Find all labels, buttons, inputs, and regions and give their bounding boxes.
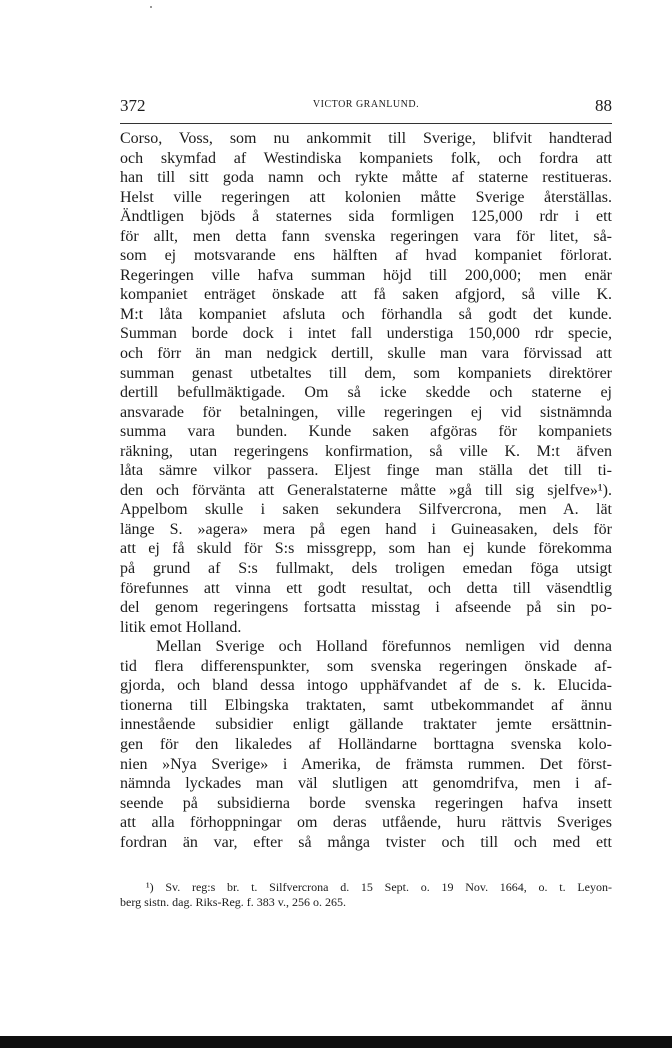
text-line: att ej få skuld för S:s missgrepp, som han ej kunde förekomma: [120, 540, 612, 558]
text-line: gjorda, och bland dessa intogo upphäfvandet af de s. k. Elucida-: [120, 677, 612, 695]
text-line: den och förvänta att Generalstaterne måtte »gå till sig sjelfve»¹).: [120, 481, 612, 499]
text-line: Ändtligen bjöds å staternes sida formligen 125,000 rdr i ett: [120, 208, 612, 226]
text-line: nämnda lyckades man väl slutligen att genomdrifva, men i af-: [120, 775, 612, 793]
running-head: VICTOR GRANLUND.: [312, 99, 420, 110]
text-line: och förr än man nedgick dertill, skulle man vara förvissad att: [120, 345, 612, 363]
text-line: för allt, men detta fann svenska regeringen vara för litet, så-: [120, 227, 612, 245]
page-number-left: 372: [120, 96, 146, 115]
text-line: länge S. »agera» mera på egen hand i Guineasaken, dels för: [120, 520, 612, 538]
text-line: summan genast utbetaltes till dem, som kompaniets direktörer: [120, 364, 612, 382]
text-line: på grund af S:s fullmakt, dels troligen emedan föga utsigt: [120, 560, 612, 578]
text-line: förefunnes att vinna ett godt resultat, och detta till väsendtlig: [120, 579, 612, 597]
footnote-line: berg sistn. dag. Riks-Reg. f. 383 v., 256 o. 265.: [120, 895, 346, 909]
text-line: summa vara bunden. Kunde saken afgöras för kompaniets: [120, 423, 612, 441]
text-line: dertill befullmäktigade. Om så icke skedde och staterne ej: [120, 384, 612, 402]
text-line: Regeringen ville hafva summan höjd till 200,000; men enär: [120, 266, 612, 284]
text-line: låta sämre vilkor passera. Eljest finge man ställa det till ti-: [120, 462, 612, 480]
text-line: tionerna till Elbingska traktaten, samt utbekommandet af ännu: [120, 696, 612, 714]
text-line: och skymfad af Westindiska kompaniets folk, och fordra att: [120, 149, 612, 167]
page-header: [120, 96, 612, 116]
body-text: [120, 129, 612, 852]
footnote: [120, 880, 612, 910]
text-line: Summan borde dock i intet fall understiga 150,000 rdr specie,: [120, 325, 612, 343]
text-line: att alla förhoppningar om deras utfående, huru rättvis Sveriges: [120, 814, 612, 832]
header-rule: [120, 123, 612, 124]
text-line: Corso, Voss, som nu ankommit till Sverige, blifvit handterad: [120, 130, 612, 147]
page-number-right: 88: [595, 96, 612, 115]
text-line: kompaniet enträget önskade att få saken afgjord, så ville K.: [120, 286, 612, 304]
scan-edge-band: [0, 1036, 672, 1048]
text-line: nien »Nya Sverige» i Amerika, de främsta rummen. Det först-: [120, 755, 612, 773]
text-line: tid flera differenspunkter, som svenska regeringen önskade af-: [120, 657, 612, 675]
footnote-separator: [120, 876, 612, 877]
text-line: M:t låta kompaniet afsluta och förhandla så godt det kunde.: [120, 305, 612, 323]
text-line: som ej motsvarande ens hälften af hvad kompaniet förlorat.: [120, 247, 612, 265]
text-line: litik emot Holland.: [120, 618, 242, 636]
text-line: seende på subsidierna borde svenska regeringen hafva insett: [120, 794, 612, 812]
text-line: fordran än var, efter så många tvister och till och med ett: [120, 833, 612, 851]
text-line: Helst ville regeringen att kolonien måtte Sverige återställas.: [120, 188, 612, 206]
text-line: del genom regeringens fortsatta misstag i afseende på sin po-: [120, 599, 612, 617]
paper-speck: [150, 6, 152, 8]
footnote-line: ¹) Sv. reg:s br. t. Silfvercrona d. 15 Sept. o. 19 Nov. 1664, o. t. Leyon-: [146, 880, 612, 894]
text-line: ansvarade för betalningen, ville regeringen ej vid sistnämnda: [120, 403, 612, 421]
text-line: han till sitt goda namn och rykte måtte af staterne restitueras.: [120, 169, 612, 187]
text-line: Mellan Sverige och Holland förefunnos nemligen vid denna: [156, 638, 612, 656]
text-line: innestående subsidier enligt gällande traktater jemte ersättnin-: [120, 716, 612, 734]
text-line: räkning, utan regeringens konfirmation, så ville K. M:t äfven: [120, 442, 612, 460]
text-line: gen för den likaledes af Holländarne borttagna svenska kolo-: [120, 735, 612, 753]
text-line: Appelbom skulle i saken sekundera Silfvercrona, men A. lät: [120, 501, 612, 519]
